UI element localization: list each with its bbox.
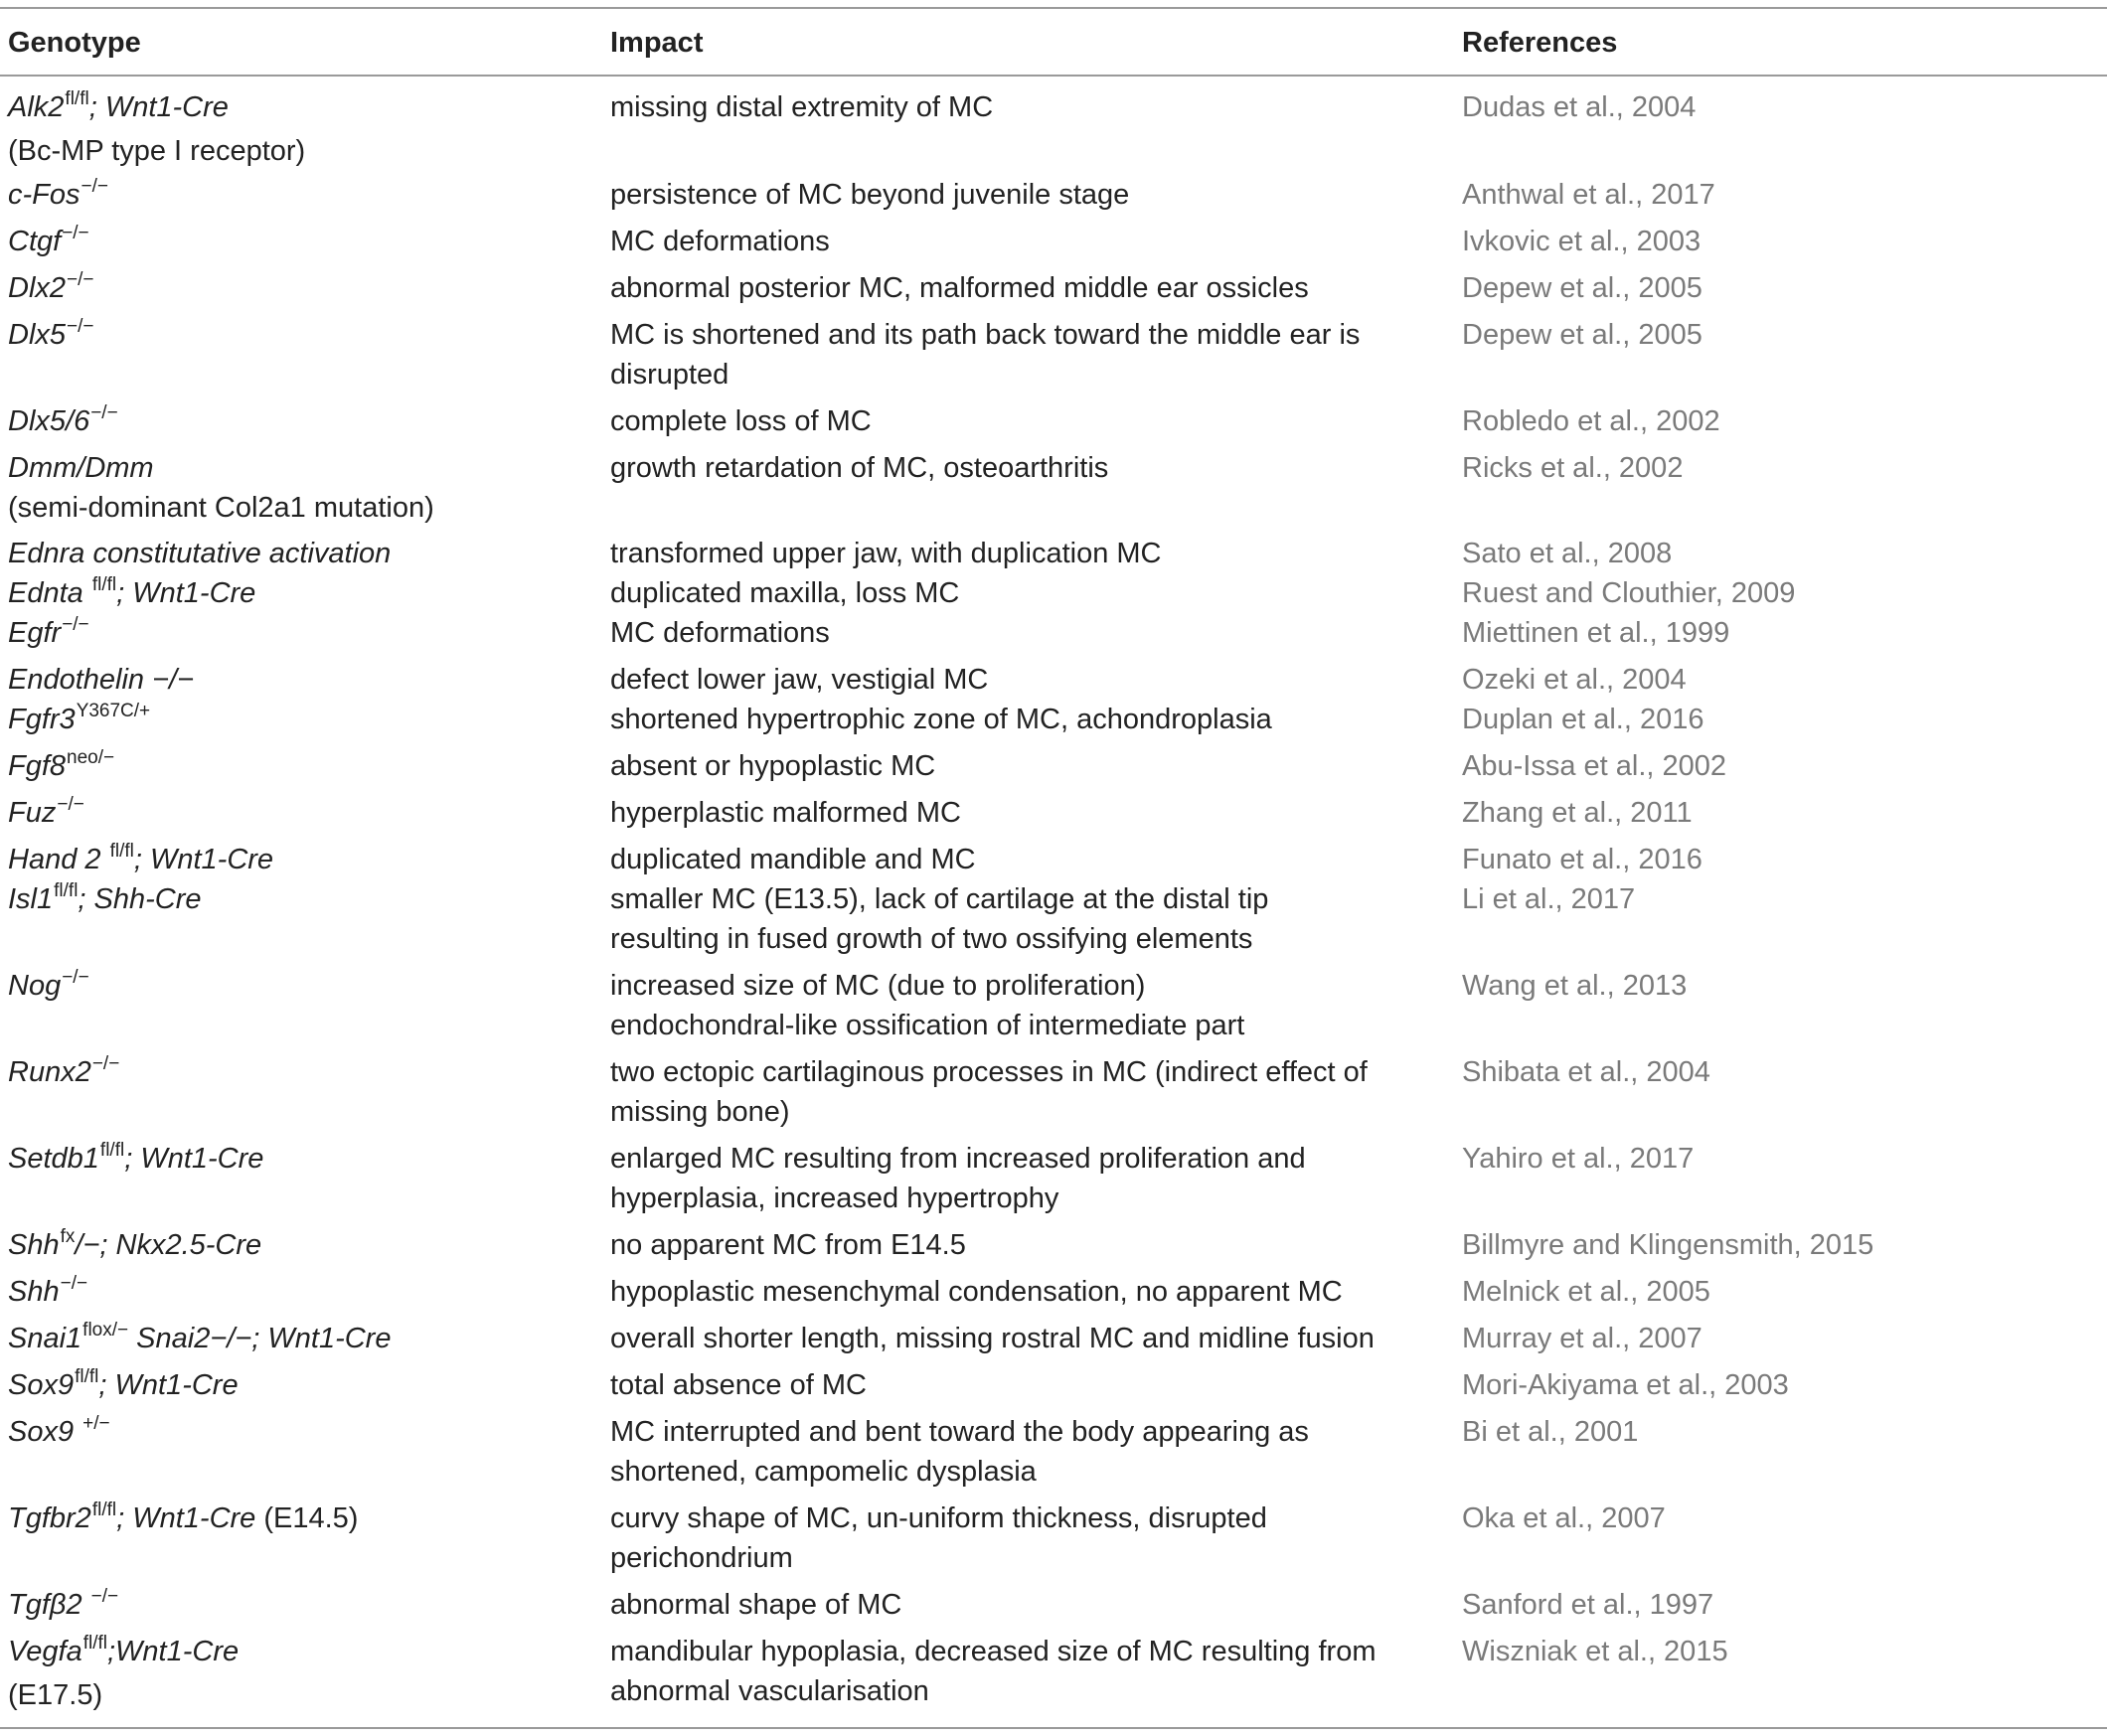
genotype-superscript: Y367C/+ [76,701,151,721]
genotype-superscript: fl/fl [54,880,79,901]
reference-cell [1462,966,2098,1006]
genotype-cell [8,1365,594,1409]
impact-line: curvy shape of MC, un-uniform thickness, disrupted [610,1502,1267,1534]
genotype-superscript: −/− [91,1053,120,1074]
table-row [0,1272,2107,1319]
reference-text: Miettinen et al., 1999 [1462,617,1730,649]
genotype-name: Fgf8 [8,750,67,782]
genotype-superscript: −/− [90,1586,119,1607]
table-row [0,534,2107,573]
table-bottom-rule [0,1727,2107,1729]
impact-line: MC deformations [610,617,830,649]
genotype-line [8,840,594,883]
table-row [0,793,2107,840]
reference-text: Billmyre and Klingensmith, 2015 [1462,1229,1874,1261]
table-row [0,879,2107,966]
reference-cell [1462,1365,2098,1405]
genotype-line [8,222,594,265]
header-references: References [1462,27,1618,59]
impact-cell [610,448,1405,488]
table-row [0,1365,2107,1412]
impact-cell [610,1225,1405,1265]
genotype-superscript: fl/fl [109,841,134,862]
genotype-cell [8,448,594,528]
reference-cell [1462,1225,2098,1265]
reference-text: Li et al., 2017 [1462,883,1636,915]
genotype-superscript: fx [60,1226,76,1247]
reference-cell [1462,1272,2098,1312]
reference-cell [1462,1412,2098,1452]
impact-line: defect lower jaw, vestigial MC [610,664,989,696]
impact-cell [610,175,1405,215]
genotype-line [8,175,594,219]
genotype-cell [8,87,594,171]
genotype-name: Snai1 [8,1323,82,1354]
reference-cell [1462,840,2098,879]
impact-line: missing distal extremity of MC [610,91,994,123]
genotype-superscript: fl/fl [82,1633,107,1654]
genotype-name: Fgfr3 [8,704,76,735]
genotype-name: Hand 2 [8,844,109,875]
impact-line: smaller MC (E13.5), lack of cartilage at the distal tip [610,883,1269,915]
reference-text: Sanford et al., 1997 [1462,1589,1714,1621]
genotype-name: Dlx2 [8,272,67,304]
impact-cell [610,793,1405,833]
reference-cell [1462,793,2098,833]
genotype-superscript: −/− [67,269,94,290]
genotype-cell [8,268,594,312]
genotype-cell [8,1585,594,1629]
reference-cell [1462,1499,2098,1538]
genotype-name: Setdb1 [8,1143,99,1175]
genotype-name: Tgfbr2 [8,1502,91,1534]
table-row [0,1225,2107,1272]
genotype-cell [8,315,594,359]
impact-line: two ectopic cartilaginous processes in MC (indirect effect of [610,1056,1368,1088]
reference-text: Melnick et al., 2005 [1462,1276,1710,1308]
genotype-name: Alk2 [8,91,65,123]
genotype-superscript: −/− [81,176,108,197]
reference-text: Ricks et al., 2002 [1462,452,1684,484]
impact-line: abnormal vascularisation [610,1675,929,1707]
genotype-name: Isl1 [8,883,54,915]
genotype-cell [8,1499,594,1542]
impact-cell [610,879,1405,959]
reference-cell [1462,534,2098,573]
genotype-name: Ednra constitutative activation [8,538,392,569]
impact-line: hyperplastic malformed MC [610,797,961,829]
reference-cell [1462,746,2098,786]
genotype-note: (Bc-MP type I receptor) [8,135,306,167]
impact-cell [610,401,1405,441]
genotype-superscript: −/− [62,967,89,988]
genotype-cre: ; Wnt1-Cre [116,1502,256,1534]
genotype-cell [8,660,594,700]
genotype-cell [8,573,594,617]
genotype-name: Dmm/Dmm [8,452,154,484]
genotype-line [8,1632,594,1675]
impact-cell [610,1412,1405,1492]
impact-cell [610,315,1405,395]
reference-cell [1462,87,2098,127]
table-row [0,1139,2107,1225]
reference-text: Dudas et al., 2004 [1462,91,1697,123]
genotype-superscript: fl/fl [75,1366,99,1387]
genotype-name: Shh [8,1276,60,1308]
genotype-cre: /−; Nkx2.5-Cre [75,1229,262,1261]
table-row [0,175,2107,222]
impact-line: hyperplasia, increased hypertrophy [610,1183,1059,1214]
impact-cell [610,1499,1405,1578]
genotype-superscript: −/− [60,1273,88,1294]
impact-line: missing bone) [610,1096,790,1128]
genotype-name: Fuz [8,797,57,829]
table-row [0,966,2107,1052]
reference-text: Mori-Akiyama et al., 2003 [1462,1369,1789,1401]
genotype-cell [8,613,594,657]
table-row [0,613,2107,660]
genotype-line [8,268,594,312]
impact-line: total absence of MC [610,1369,867,1401]
genotype-line [8,448,594,488]
genotype-superscript: −/− [62,614,89,635]
table-row [0,1499,2107,1585]
genotype-name: c-Fos [8,179,81,211]
reference-cell [1462,1585,2098,1625]
genotype-superscript: −/− [62,223,89,243]
genotype-line [8,879,594,923]
genotype-cell [8,1412,594,1456]
genotype-name: Vegfa [8,1636,82,1667]
impact-line: mandibular hypoplasia, decreased size of MC resulting from [610,1636,1377,1667]
impact-cell [610,1632,1405,1711]
reference-cell [1462,222,2098,261]
genotype-cre: Snai2−/−; Wnt1-Cre [128,1323,392,1354]
genotype-cell [8,1225,594,1269]
genotype-name: Endothelin −/− [8,664,195,696]
reference-text: Ozeki et al., 2004 [1462,664,1687,696]
genotype-line [8,401,594,445]
genotype-note: (E17.5) [8,1679,103,1711]
table-row [0,1319,2107,1365]
reference-text: Shibata et al., 2004 [1462,1056,1710,1088]
impact-cell [610,1365,1405,1405]
table-body [0,87,2107,1718]
table-row [0,1412,2107,1499]
reference-cell [1462,700,2098,739]
genotype-name: Ednta [8,577,91,609]
reference-cell [1462,613,2098,653]
reference-text: Abu-Issa et al., 2002 [1462,750,1726,782]
genotype-superscript: −/− [67,316,94,337]
genotype-cell [8,1139,594,1183]
genotype-superscript: fl/fl [99,1140,125,1161]
genotype-line [8,573,594,617]
impact-line: duplicated maxilla, loss MC [610,577,960,609]
genotype-line [8,1365,594,1409]
table-row [0,1052,2107,1139]
genotype-cell [8,700,594,743]
reference-cell [1462,268,2098,308]
genotype-line [8,746,594,790]
table-row [0,87,2107,175]
genotype-name: Sox9 [8,1416,82,1448]
genotype-cell [8,879,594,923]
table-row [0,746,2107,793]
table-row [0,315,2107,401]
genotype-cre: ; Shh-Cre [78,883,202,915]
genotype-cre: ;Wnt1-Cre [107,1636,240,1667]
genotype-superscript: −/− [57,794,84,815]
genotype-name: Ctgf [8,226,62,257]
reference-text: Duplan et al., 2016 [1462,704,1704,735]
reference-text: Robledo et al., 2002 [1462,405,1720,437]
genotype-cell [8,401,594,445]
table-row [0,573,2107,613]
table-header [0,9,2107,75]
genotype-line [8,1139,594,1183]
genotype-line [8,1319,594,1362]
impact-line: endochondral-like ossification of intermediate part [610,1010,1245,1041]
table-row [0,1585,2107,1632]
reference-text: Ivkovic et al., 2003 [1462,226,1702,257]
genotype-name: Dlx5/6 [8,405,90,437]
genotype-line [8,793,594,837]
impact-line: shortened hypertrophic zone of MC, achondroplasia [610,704,1272,735]
genotype-cell [8,222,594,265]
reference-cell [1462,175,2098,215]
reference-cell [1462,1139,2098,1179]
impact-cell [610,268,1405,308]
reference-text: Bi et al., 2001 [1462,1416,1639,1448]
genotype-line [8,660,594,700]
impact-line: disrupted [610,359,729,391]
reference-cell [1462,315,2098,355]
genotype-line [8,1499,594,1542]
genotype-superscript: neo/− [67,747,115,768]
genotype-name: Nog [8,970,62,1002]
reference-text: Murray et al., 2007 [1462,1323,1702,1354]
reference-cell [1462,660,2098,700]
impact-line: persistence of MC beyond juvenile stage [610,179,1130,211]
impact-line: no apparent MC from E14.5 [610,1229,966,1261]
reference-text: Depew et al., 2005 [1462,272,1702,304]
genotype-cell [8,534,594,573]
genotype-cre: ; Wnt1-Cre [133,844,274,875]
impact-cell [610,1585,1405,1625]
table-row [0,660,2107,700]
genotype-line [8,613,594,657]
reference-text: Wiszniak et al., 2015 [1462,1636,1728,1667]
genotype-cell [8,1319,594,1362]
impact-cell [610,222,1405,261]
reference-text: Funato et al., 2016 [1462,844,1702,875]
genotype-name: Tgfβ2 [8,1589,90,1621]
genotype-cell [8,1272,594,1316]
genotype-line [8,966,594,1010]
reference-cell [1462,879,2098,919]
impact-line: enlarged MC resulting from increased proliferation and [610,1143,1306,1175]
genotype-cell [8,1632,594,1715]
genotype-superscript: flox/− [82,1320,129,1341]
header-genotype: Genotype [8,27,141,59]
genotype-cell [8,840,594,883]
table-row [0,222,2107,268]
impact-cell [610,840,1405,879]
impact-cell [610,1272,1405,1312]
impact-cell [610,573,1405,613]
impact-line: abnormal shape of MC [610,1589,902,1621]
impact-cell [610,1319,1405,1358]
reference-cell [1462,1319,2098,1358]
reference-text: Ruest and Clouthier, 2009 [1462,577,1796,609]
table-row [0,840,2107,879]
impact-line: overall shorter length, missing rostral MC and midline fusion [610,1323,1375,1354]
genotype-name: Dlx5 [8,319,67,351]
impact-cell [610,534,1405,573]
genotype-cell [8,1052,594,1096]
table-row [0,268,2107,315]
genotype-cell [8,966,594,1010]
genotype-name: Shh [8,1229,60,1261]
reference-text: Anthwal et al., 2017 [1462,179,1715,211]
impact-line: MC is shortened and its path back toward the middle ear is [610,319,1361,351]
reference-text: Depew et al., 2005 [1462,319,1702,351]
impact-cell [610,1139,1405,1218]
reference-cell [1462,401,2098,441]
impact-cell [610,613,1405,653]
reference-cell [1462,1052,2098,1092]
table-row [0,700,2107,746]
table-row [0,1632,2107,1718]
genotype-stage: (E14.5) [255,1502,359,1534]
table-header-rule [0,75,2107,77]
genotype-cell [8,175,594,219]
impact-line: transformed upper jaw, with duplication MC [610,538,1162,569]
genotype-superscript: fl/fl [65,88,89,109]
genotype-line [8,1052,594,1096]
impact-line: perichondrium [610,1542,793,1574]
genotype-name: Egfr [8,617,62,649]
genotype-cell [8,746,594,790]
genotype-superscript: fl/fl [91,1499,117,1520]
impact-line: duplicated mandible and MC [610,844,976,875]
impact-cell [610,87,1405,127]
genotype-line [8,1225,594,1269]
impact-line: MC interrupted and bent toward the body appearing as [610,1416,1309,1448]
impact-line: absent or hypoplastic MC [610,750,936,782]
impact-cell [610,660,1405,700]
genotype-cre: ; Wnt1-Cre [116,577,256,609]
reference-cell [1462,573,2098,613]
genotype-line [8,1412,594,1456]
genotype-line [8,87,594,131]
genotype-cre: ; Wnt1-Cre [88,91,229,123]
genotype-cell [8,793,594,837]
reference-text: Zhang et al., 2011 [1462,797,1693,829]
genotype-note: (semi-dominant Col2a1 mutation) [8,492,434,524]
reference-text: Oka et al., 2007 [1462,1502,1666,1534]
impact-cell [610,700,1405,739]
impact-cell [610,746,1405,786]
table-row [0,401,2107,448]
genotype-superscript: fl/fl [91,574,117,595]
impact-cell [610,966,1405,1045]
impact-line: MC deformations [610,226,830,257]
genotype-superscript: −/− [90,402,118,423]
impact-cell [610,1052,1405,1132]
impact-line: resulting in fused growth of two ossifying elements [610,923,1253,955]
genotype-line [8,700,594,743]
impact-line: hypoplastic mesenchymal condensation, no apparent MC [610,1276,1343,1308]
reference-cell [1462,448,2098,488]
impact-line: increased size of MC (due to proliferation) [610,970,1146,1002]
genotype-line [8,534,594,573]
genotype-name: Sox9 [8,1369,75,1401]
reference-text: Sato et al., 2008 [1462,538,1673,569]
impact-line: complete loss of MC [610,405,872,437]
genotype-cre: ; Wnt1-Cre [124,1143,264,1175]
table-row [0,448,2107,534]
genotype-line [8,1272,594,1316]
reference-cell [1462,1632,2098,1671]
genotype-line [8,1585,594,1629]
genotype-superscript: +/− [82,1413,110,1434]
reference-text: Yahiro et al., 2017 [1462,1143,1695,1175]
reference-text: Wang et al., 2013 [1462,970,1688,1002]
impact-line: growth retardation of MC, osteoarthritis [610,452,1109,484]
genotype-name: Runx2 [8,1056,91,1088]
header-impact: Impact [610,27,704,59]
genotype-cre: ; Wnt1-Cre [98,1369,239,1401]
impact-line: shortened, campomelic dysplasia [610,1456,1037,1488]
genotype-line [8,315,594,359]
impact-line: abnormal posterior MC, malformed middle ear ossicles [610,272,1309,304]
